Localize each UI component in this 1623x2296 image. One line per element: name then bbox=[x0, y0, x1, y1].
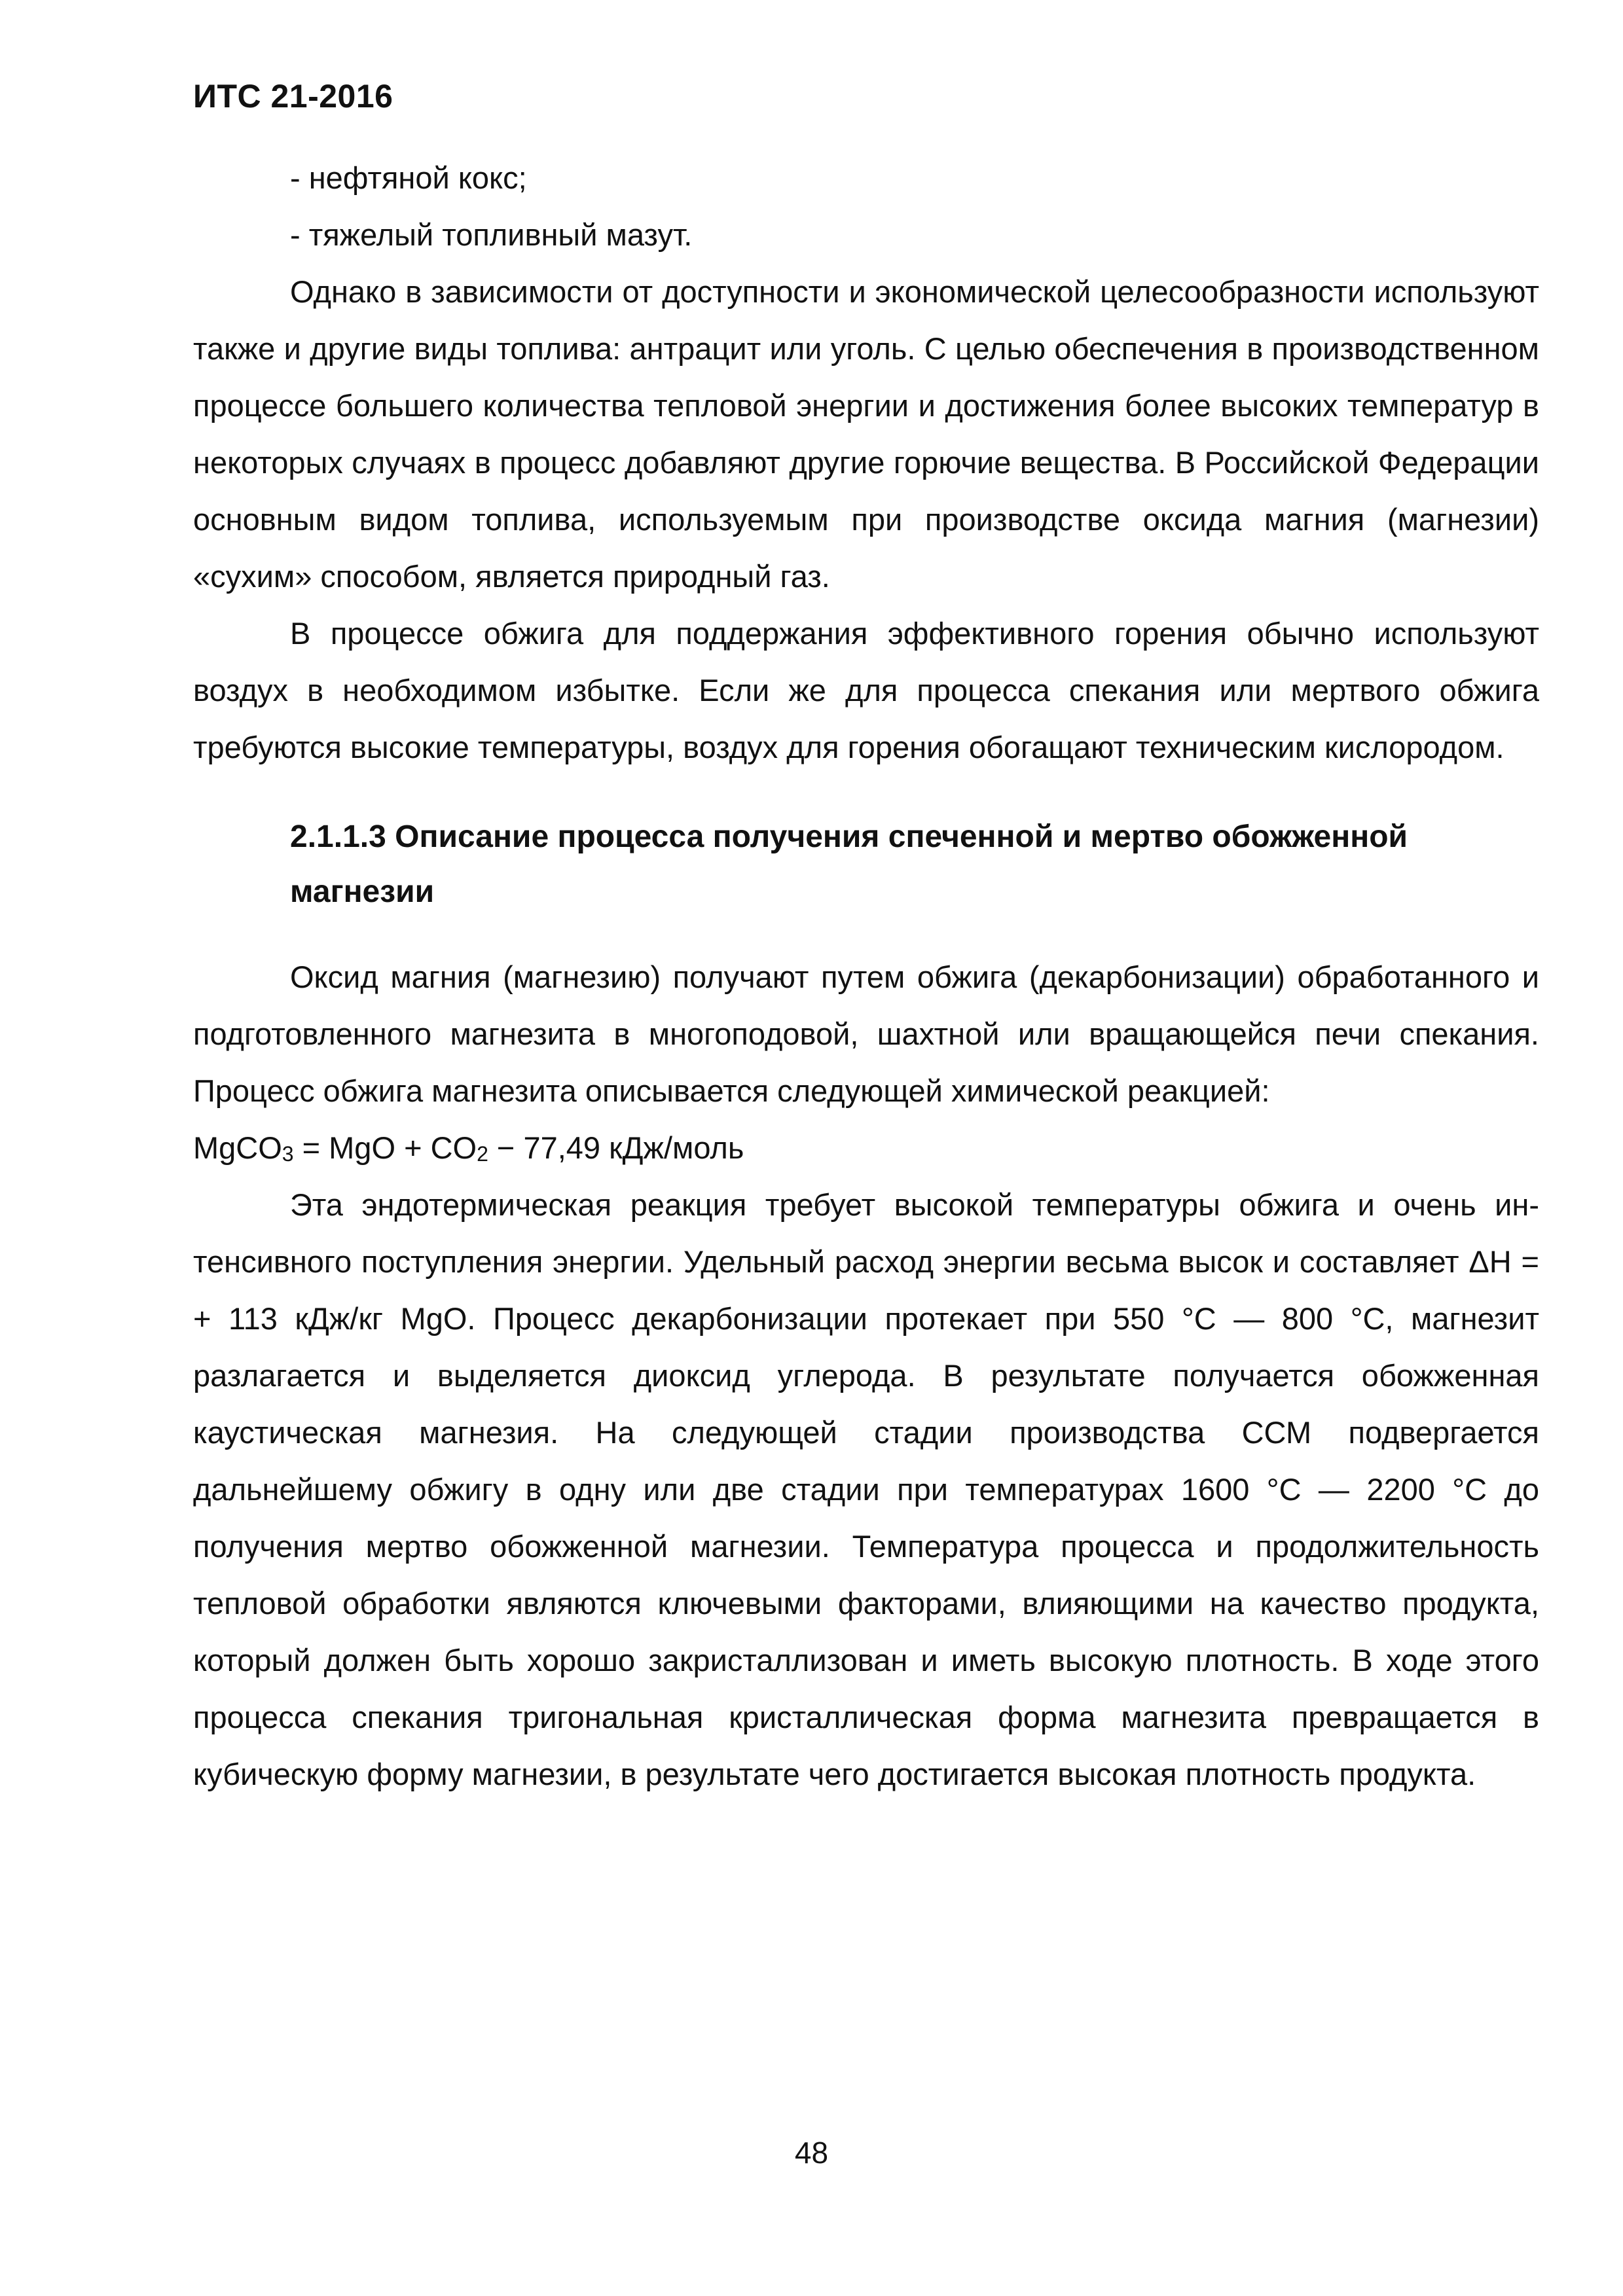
paragraph-fuel-types: Однако в зависимости от доступности и экономической целесообразности используют также и другие виды топлива: антрацит или уголь. С целью обеспечения в производственном процессе большего количества тепловой энергии и достижения более высоких температур в некоторых случаях в процесс добавляют другие горючие вещества. В Российской Федерации основным видом топлива, используемым при производстве оксида магния (магнезии) «сухим» способом, является природный газ. bbox=[193, 274, 1539, 594]
list-item-heavy-fuel-oil: - тяжелый топливный мазут. bbox=[290, 217, 693, 252]
formula-subscript: 3 bbox=[282, 1142, 294, 1166]
paragraph-endothermic-reaction: Эта эндотермическая реакция требует высокой температуры обжига и очень интенсивного поступления энергии. Удельный расход энергии весьма высок и составляет ΔH = + 113 кДж/кг MgO. Процесс декарбонизации протекает при 550 °С — 800 °С, магнезит разлагается и выделяется диоксид углерода. В результате получается обожженная каустическая магнезия. На следующей стадии производства ССМ подвергается дальнейшему обжигу в одну или две стадии при температурах 1600 °С — 2200 °С до получения мертво обожженной магнезии. Температура процесса и продолжительность тепловой обработки являются ключевыми факторами, влияющими на качество продукта, который должен быть хорошо закристаллизован и иметь высокую плотность. В ходе этого процесса спекания тригональная кристаллическая форма магнезита превращается в кубическую форму магнезии, в результате чего достигается высокая плотность продукта. bbox=[193, 1187, 1539, 1791]
list-item-petroleum-coke: - нефтяной кокс; bbox=[290, 160, 527, 195]
formula-part: = MgO + CO bbox=[293, 1130, 477, 1165]
formula-subscript: 2 bbox=[477, 1142, 488, 1166]
formula-part: − 77,49 кДж/моль bbox=[488, 1130, 744, 1165]
section-heading: 2.1.1.3 Описание процесса получения спеченной и мертво обожженной магнезии bbox=[290, 819, 1408, 909]
paragraph-combustion-air: В процессе обжига для поддержания эффективного горения обычно используют воздух в необходимом избытке. Если же для процесса спекания или мертвого обжига требуются высокие температуры, воздух для горения обогащают техническим кислородом. bbox=[193, 616, 1539, 764]
page-number: 48 bbox=[794, 2136, 829, 2170]
paragraph-process-intro: Оксид магния (магнезию) получают путем обжига (декарбонизации) обработанного и подготовленного магнезита в многоподовой, шахтной или вращающейся печи спекания. Процесс обжига магнезита описывается следующей химической реакцией: bbox=[193, 960, 1539, 1108]
document-body bbox=[193, 149, 1539, 1803]
formula-part: MgCO bbox=[193, 1130, 282, 1165]
document-header-code: ИТС 21-2016 bbox=[193, 78, 393, 115]
chemical-reaction-formula bbox=[193, 1119, 1539, 1176]
